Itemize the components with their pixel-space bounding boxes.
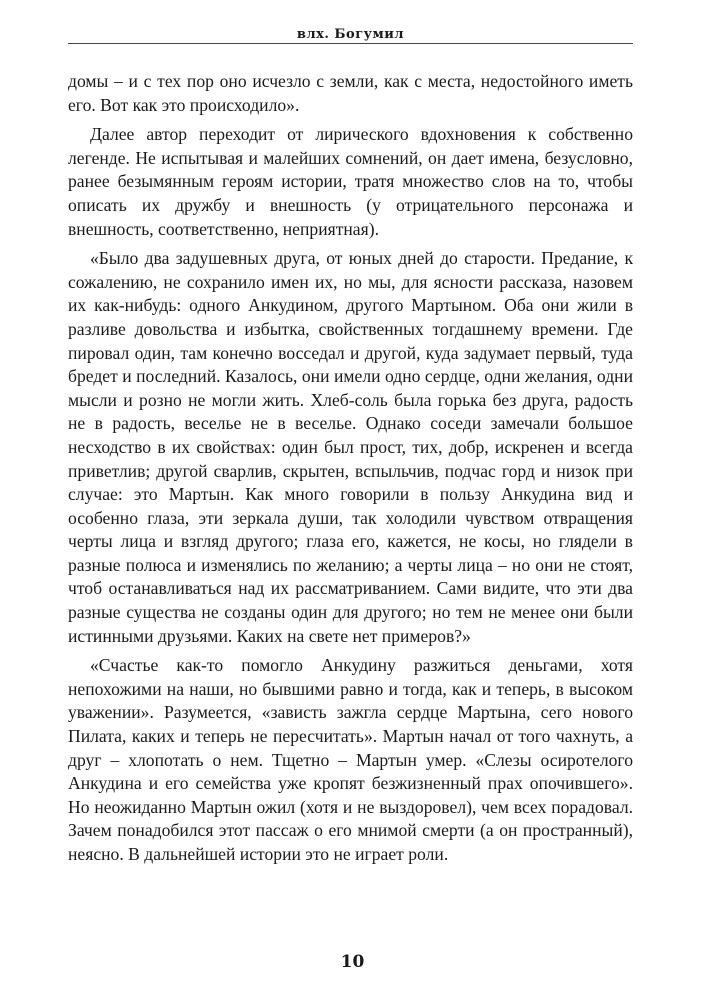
page-number: 10: [340, 952, 365, 972]
page-body: [68, 70, 633, 873]
running-header: [68, 18, 633, 48]
header-rule: [68, 43, 633, 44]
paragraph-quotation: «Было два задушевных друга, от юных дней до старости. Предание, к сожалению, не сохранило имен их, но мы, для ясности рассказа, назовем их как-нибудь: одного Анкудином, другого Мартыном. Оба они жили в разливе довольства и избытка, свойственных тогдашнему времени. Где пировал один, там конечно восседал и другой, куда задумает первый, туда бредет и последний. Казалось, они имели одно сердце, одни желания, одни мысли и розно не могли жить. Хлеб-соль была горька без друга, радость не в радость, веселье не в веселье. Однако соседи замечали большое несходство в их свойствах: один был прост, тих, добр, искренен и всегда приветлив; другой сварлив, скрытен, вспыльчив, подчас горд и низок при случае: это Мартын. Как много говорили в пользу Анкудина вид и особенно глаза, эти зеркала души, так холодили чувством отвращения черты лица и взгляд другого; глаза его, кажется, не косы, но глядели в разные полюса и изменялись по желанию; а черты лица – но они не стоят, чтоб останавливаться над их рассматриванием. Сами видите, что эти два разные существа не созданы один для другого; но тем не менее они были истинными друзьями. Каких на свете нет примеров?»: [68, 248, 633, 646]
paragraph: «Счастье как-то помогло Анкудину разжиться деньгами, хотя непохожими на наши, но бывшими равно и тогда, как и теперь, в высоком уважении». Разумеется, «зависть зажгла сердце Мартына, сего нового Пилата, каких и теперь не пересчитать». Мартын начал от того чахнуть, а друг – хлопотать о нем. Тщетно – Мартын умер. «Слезы осиротелого Анкудина и его семейства уже кропят безжизненный прах опочившего». Но неожиданно Мартын ожил (хотя и не выздоровел), чем всех порадовал. Зачем понадобился этот пассаж о его мнимой смерти (а он пространный), неясно. В дальнейшей истории это не играет роли.: [68, 655, 633, 864]
paragraph-continued: домы – и с тех пор оно исчезло с земли, как с места, недостойного иметь его. Вот как это происходило».: [68, 71, 633, 115]
paragraph: Далее автор переходит от лирического вдохновения к собственно легенде. Не испытывая и малейших сомнений, он дает имена, безусловно, ранее безымянным героям истории, тратя множество слов на то, чтобы описать их дружбу и внешность (у отрицательного персонажа и внешность, соответственно, неприятная).: [68, 124, 633, 239]
running-title: влх. Богумил: [289, 27, 412, 42]
